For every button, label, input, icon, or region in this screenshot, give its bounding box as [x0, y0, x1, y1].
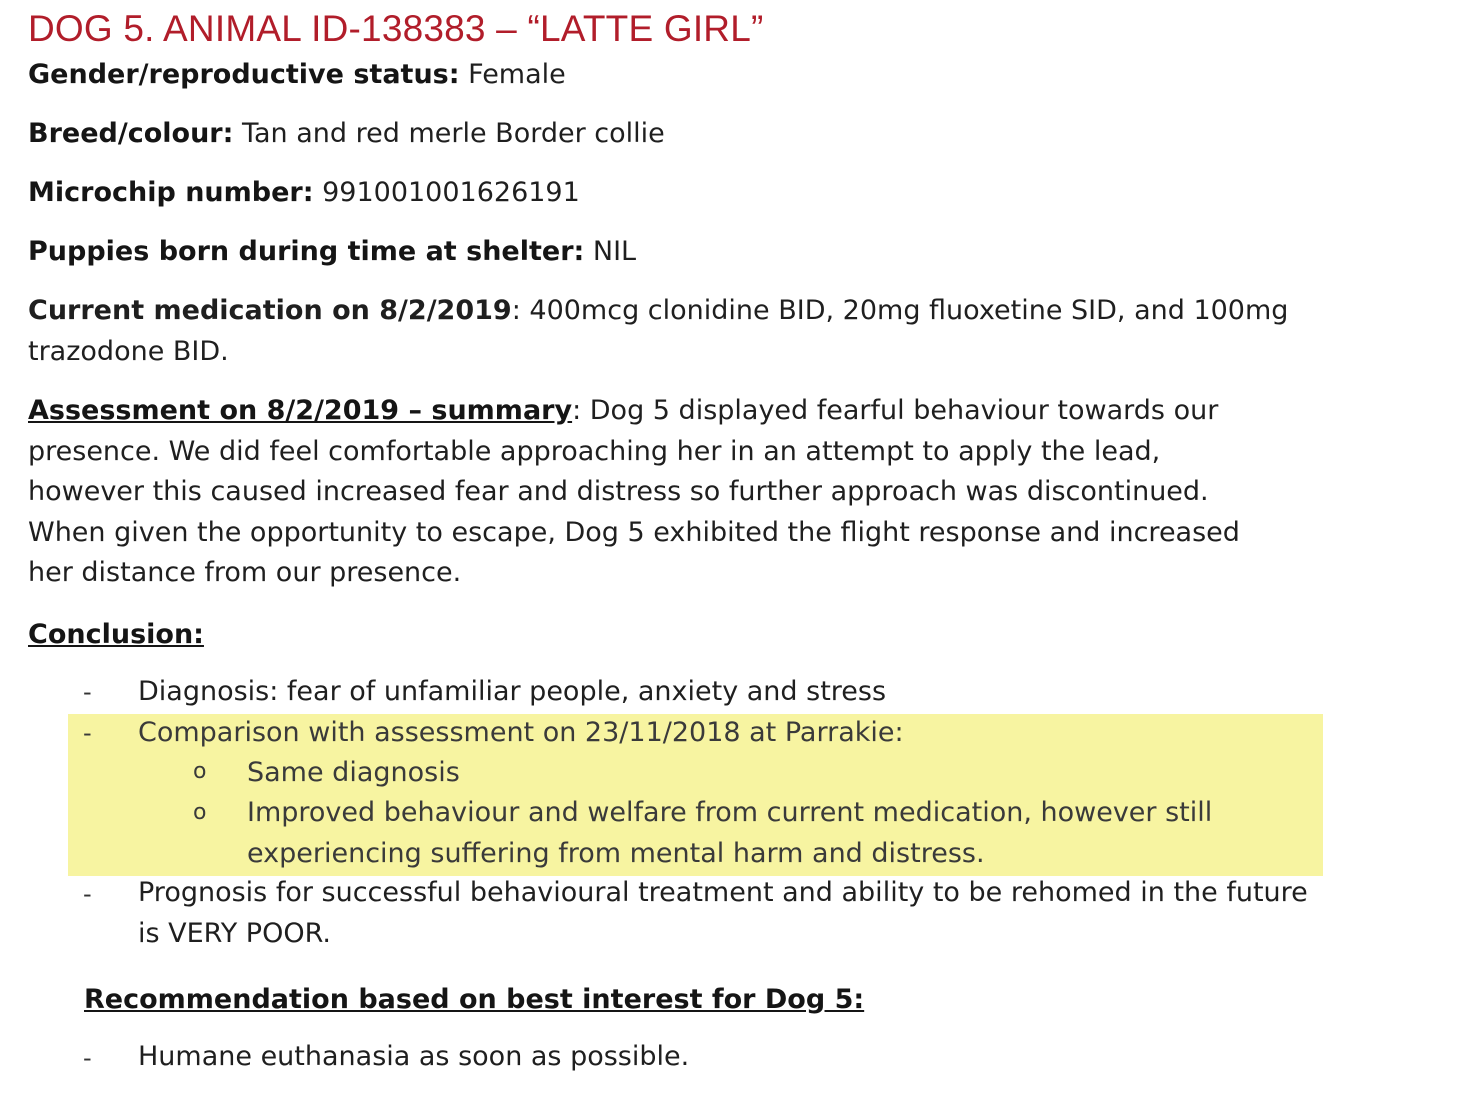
recommendation-item: Humane euthanasia as soon as possible. — [138, 1041, 690, 1072]
conclusion-heading: Conclusion: — [28, 619, 204, 650]
dash-bullet: - — [83, 880, 92, 908]
medication-text-2: trazodone BID. — [28, 335, 229, 367]
gender-label: Gender/reproductive status: — [28, 59, 460, 90]
improved-behaviour-item — [247, 793, 1212, 874]
breed-value: Tan and red merle Border collie — [233, 118, 665, 149]
circle-bullet: o — [193, 800, 207, 825]
diagnosis-item: Diagnosis: fear of unfamiliar people, anxiety and stress — [138, 676, 887, 707]
medication-label: Current medication on 8/2/2019 — [28, 295, 512, 326]
gender-value: Female — [459, 59, 566, 90]
improved-line-2: experiencing suffering from mental harm and distress. — [247, 837, 985, 869]
assessment-label: Assessment on 8/2/2019 – summary — [28, 395, 573, 426]
gender-field — [28, 54, 566, 95]
medication-paragraph — [28, 291, 1428, 372]
dash-bullet: - — [83, 1044, 92, 1072]
comparison-item: Comparison with assessment on 23/11/2018 at Parrakie: — [138, 717, 904, 748]
breed-field — [28, 113, 665, 154]
assessment-line-1: : Dog 5 displayed fearful behaviour towards our — [572, 395, 1219, 426]
improved-line-1: Improved behaviour and welfare from current medication, however still — [247, 797, 1213, 828]
assessment-line-2: presence. We did feel comfortable approaching her in an attempt to apply the lead, — [28, 435, 1161, 467]
circle-bullet: o — [193, 759, 207, 784]
microchip-label: Microchip number: — [28, 177, 314, 208]
page-title: DOG 5. ANIMAL ID-138383 – “LATTE GIRL” — [28, 8, 764, 49]
puppies-label: Puppies born during time at shelter: — [28, 236, 585, 267]
prognosis-item — [138, 873, 1308, 954]
assessment-paragraph — [28, 391, 1428, 594]
assessment-line-5: her distance from our presence. — [28, 557, 462, 589]
microchip-value: 991001001626191 — [313, 177, 580, 208]
dash-bullet: - — [83, 719, 92, 747]
dash-bullet: - — [83, 678, 92, 706]
medication-text-1: : 400mcg clonidine BID, 20mg fluoxetine SID, and 100mg — [511, 295, 1289, 326]
puppies-value: NIL — [584, 236, 637, 267]
microchip-field — [28, 172, 580, 213]
assessment-line-4: When given the opportunity to escape, Dog 5 exhibited the flight response and increased — [28, 516, 1240, 548]
prognosis-line-2: is VERY POOR. — [138, 917, 331, 949]
breed-label: Breed/colour: — [28, 118, 234, 149]
same-diagnosis-item: Same diagnosis — [247, 757, 460, 788]
prognosis-line-1: Prognosis for successful behavioural treatment and ability to be rehomed in the future — [138, 877, 1308, 908]
puppies-field — [28, 231, 636, 272]
recommendation-heading: Recommendation based on best interest for Dog 5: — [84, 984, 865, 1015]
assessment-line-3: however this caused increased fear and distress so further approach was discontinued. — [28, 476, 1209, 508]
